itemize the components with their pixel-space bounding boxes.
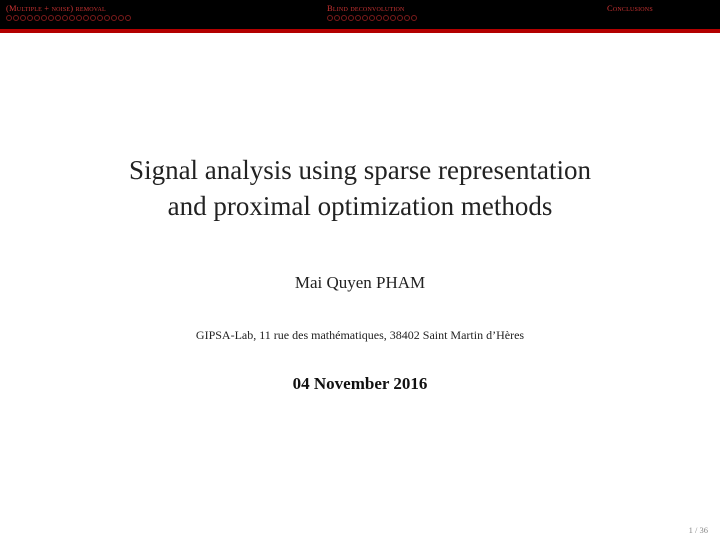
nav-dot[interactable] [334, 15, 340, 21]
nav-dot[interactable] [41, 15, 47, 21]
nav-dot[interactable] [111, 15, 117, 21]
nav-dot[interactable] [397, 15, 403, 21]
title-line-2: and proximal optimization methods [167, 191, 553, 221]
nav-dot[interactable] [83, 15, 89, 21]
nav-dots-blind-deconvolution [327, 15, 417, 23]
nav-dot[interactable] [27, 15, 33, 21]
nav-dot[interactable] [348, 15, 354, 21]
nav-dot[interactable] [383, 15, 389, 21]
nav-dot[interactable] [362, 15, 368, 21]
nav-dot[interactable] [13, 15, 19, 21]
nav-dot[interactable] [90, 15, 96, 21]
nav-dot[interactable] [376, 15, 382, 21]
nav-dot[interactable] [411, 15, 417, 21]
nav-section-blind-deconvolution[interactable]: Blind deconvolution [327, 3, 405, 13]
nav-dot[interactable] [104, 15, 110, 21]
page-number: 1 / 36 [688, 525, 708, 535]
nav-dot[interactable] [69, 15, 75, 21]
nav-dot[interactable] [125, 15, 131, 21]
nav-dot[interactable] [118, 15, 124, 21]
nav-dot[interactable] [6, 15, 12, 21]
nav-dot[interactable] [55, 15, 61, 21]
nav-dot[interactable] [355, 15, 361, 21]
nav-section-conclusions[interactable]: Conclusions [607, 3, 653, 13]
presentation-title [0, 152, 720, 224]
affiliation: GIPSA-Lab, 11 rue des mathématiques, 38402 Saint Martin d’Hères [195, 328, 525, 342]
nav-dot[interactable] [341, 15, 347, 21]
nav-dot[interactable] [34, 15, 40, 21]
nav-dot[interactable] [369, 15, 375, 21]
nav-dot[interactable] [390, 15, 396, 21]
presentation-date: 04 November 2016 [292, 374, 428, 393]
header-divider [0, 29, 720, 33]
nav-dot[interactable] [404, 15, 410, 21]
nav-dot[interactable] [48, 15, 54, 21]
nav-dot[interactable] [20, 15, 26, 21]
nav-dots-multiple-noise-removal [6, 15, 131, 23]
navigation-bar [0, 0, 720, 29]
nav-dot[interactable] [327, 15, 333, 21]
nav-dot[interactable] [76, 15, 82, 21]
title-line-1: Signal analysis using sparse representation [129, 155, 591, 185]
nav-dot[interactable] [97, 15, 103, 21]
nav-dot[interactable] [62, 15, 68, 21]
nav-section-multiple-noise-removal[interactable]: (Multiple + noise) removal [6, 3, 106, 13]
author-name: Mai Quyen PHAM [294, 273, 426, 292]
